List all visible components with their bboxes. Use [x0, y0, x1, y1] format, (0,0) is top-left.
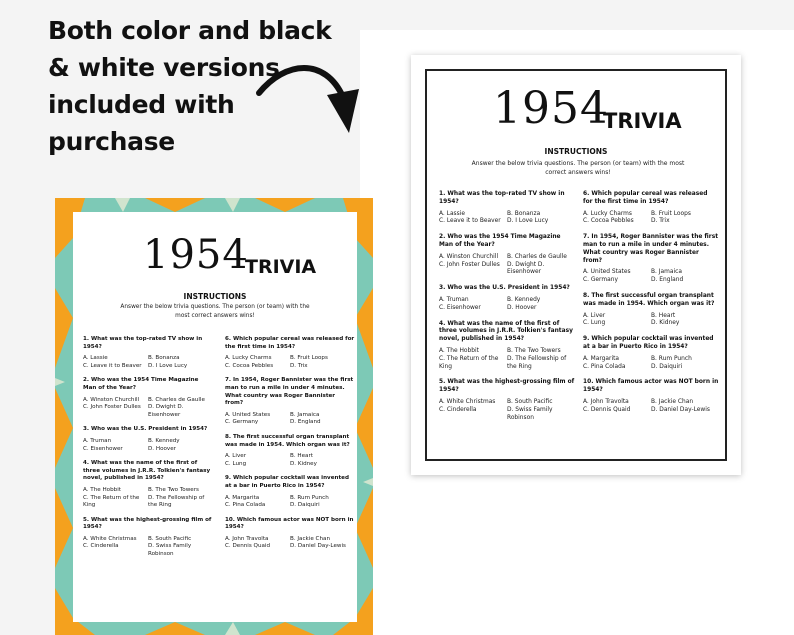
trivia-question	[225, 336, 355, 370]
answer-option: C. Cinderella	[83, 543, 119, 550]
question-text: 4. What was the name of the first of three volumes in J.R.R. Tolkien's fantasy novel, published in 1954?	[439, 320, 573, 343]
answer-options	[583, 356, 719, 372]
question-text: 8. The first successful organ transplant was made in 1954. Which organ was it?	[583, 292, 715, 307]
color-trivia-sheet	[55, 198, 373, 635]
answer-option: A. Truman	[83, 437, 112, 444]
answer-option: D. Swiss Family Robinson	[507, 406, 553, 421]
answer-option: D. Dwight D. Eisenhower	[148, 404, 184, 418]
answer-option: C. Cocoa Pebbles	[225, 362, 274, 369]
answer-option: C. John Foster Dulles	[83, 404, 141, 411]
answer-option: D. Hoover	[507, 304, 537, 311]
answer-option: C. Lung	[225, 460, 247, 467]
questions-column-left	[83, 336, 213, 566]
question-text: 3. Who was the U.S. President in 1954?	[83, 426, 208, 433]
answer-option: D. The Fellowship of the Ring	[148, 494, 205, 509]
trivia-question	[439, 234, 575, 277]
answer-option: B. Heart	[651, 312, 676, 319]
answer-option: A. Lassie	[439, 210, 465, 217]
answer-option: A. United States	[225, 411, 271, 418]
answer-options	[225, 355, 355, 370]
answer-option: C. Lung	[583, 320, 606, 327]
trivia-question	[83, 336, 213, 370]
question-text: 1. What was the top-rated TV show in 1954?	[83, 336, 203, 350]
question-text: 10. Which famous actor was NOT born in 1954?	[225, 516, 354, 531]
answer-options	[225, 495, 355, 510]
answer-option: B. Fruit Loops	[651, 210, 691, 217]
trivia-question	[583, 336, 719, 371]
color-sheet-page	[73, 212, 357, 622]
trivia-question	[83, 377, 213, 419]
trivia-question	[583, 234, 719, 285]
answer-option: A. Winston Churchill	[83, 396, 140, 403]
trivia-question	[583, 191, 719, 226]
question-text: 5. What was the highest-grossing film of 1954?	[439, 379, 575, 394]
curved-arrow-icon	[255, 55, 365, 155]
answer-option: B. The Two Towers	[507, 347, 561, 354]
question-text: 2. Who was the 1954 Time Magazine Man of the Year?	[439, 234, 561, 248]
answer-option: C. Leave it to Beaver	[439, 218, 501, 225]
answer-option: A. Margarita	[583, 355, 620, 362]
answer-option: D. Swiss Family Robinson	[148, 543, 192, 558]
answer-option: A. United States	[583, 269, 631, 276]
trivia-question	[83, 426, 213, 453]
answer-option: B. Kennedy	[507, 296, 541, 303]
answer-option: D. Daiquiri	[651, 363, 683, 370]
answer-option: A. The Hobbit	[439, 347, 479, 354]
trivia-question	[583, 293, 719, 328]
answer-option: C. Germany	[583, 277, 618, 284]
answer-options	[439, 348, 575, 371]
answer-option: D. Kidney	[290, 460, 317, 467]
answer-options	[83, 487, 213, 510]
headline-line: purchase	[48, 127, 175, 156]
trivia-question	[225, 434, 355, 468]
instructions-text: Answer the below trivia questions. The person (or team) with the most correct answers wins!	[120, 304, 310, 319]
answer-option: D. Dwight D. Eisenhower	[507, 261, 545, 276]
question-text: 6. Which popular cereal was released for the first time in 1954?	[583, 191, 708, 205]
answer-option: D. I Love Lucy	[507, 218, 549, 225]
answer-option: C. Cocoa Pebbles	[583, 218, 634, 225]
answer-option: B. Heart	[290, 453, 313, 460]
answer-option: A. The Hobbit	[83, 486, 121, 493]
question-text: 10. Which famous actor was NOT born in 1954?	[583, 379, 719, 394]
answer-options	[83, 355, 213, 370]
answer-options	[583, 269, 719, 285]
question-text: 7. In 1954, Roger Bannister was the first man to run a mile in under 4 minutes. What country was Roger Bannister from?	[583, 234, 719, 264]
answer-option: A. Winston Churchill	[439, 253, 499, 260]
sheet-year-title: 1954	[143, 232, 249, 278]
answer-options	[583, 313, 719, 329]
trivia-question	[83, 517, 213, 559]
answer-option: A. Lucky Charms	[225, 355, 272, 362]
answer-option: A. Truman	[439, 296, 469, 303]
answer-options	[83, 536, 213, 559]
answer-options	[583, 211, 719, 227]
sheet-year-title: 1954	[493, 83, 609, 134]
questions-column-left	[439, 191, 575, 430]
question-text: 6. Which popular cereal was released for the first time in 1954?	[225, 336, 355, 350]
question-text: 9. Which popular cocktail was invented at a bar in Puerto Rico in 1954?	[225, 475, 349, 489]
answer-option: C. The Return of the King	[83, 494, 140, 509]
answer-option: B. Bonanza	[507, 210, 541, 217]
answer-options	[83, 438, 213, 453]
answer-option: A. Lassie	[83, 355, 108, 362]
trivia-question	[225, 475, 355, 509]
answer-option: D. The Fellowship of the Ring	[507, 355, 567, 370]
answer-option: D. Daiquiri	[290, 502, 320, 509]
answer-option: D. England	[651, 277, 684, 284]
answer-option: B. Kennedy	[148, 437, 180, 444]
headline-line: Both color and black	[48, 16, 332, 45]
answer-option: D. I Love Lucy	[148, 362, 188, 369]
trivia-question	[439, 321, 575, 372]
answer-option: B. The Two Towers	[148, 486, 199, 493]
answer-option: C. John Foster Dulles	[439, 261, 500, 268]
answer-option: B. Rum Punch	[651, 355, 692, 362]
answer-option: C. Pina Colada	[225, 502, 266, 509]
bw-sheet-page	[425, 69, 727, 461]
answer-option: B. Charles de Gaulle	[148, 396, 205, 403]
trivia-question	[225, 517, 355, 551]
question-text: 3. Who was the U.S. President in 1954?	[439, 285, 570, 292]
trivia-question	[439, 379, 575, 422]
answer-option: C. Eisenhower	[83, 445, 123, 452]
answer-option: A. Lucky Charms	[583, 210, 632, 217]
instructions-text: Answer the below trivia questions. The person (or team) with the most correct answers wins!	[471, 160, 685, 176]
answer-option: B. South Pacific	[148, 535, 192, 542]
answer-option: C. Cinderella	[439, 406, 477, 413]
answer-option: D. Daniel Day-Lewis	[651, 406, 710, 413]
answer-option: A. John Travolta	[583, 398, 629, 405]
trivia-question	[225, 377, 355, 427]
trivia-question	[83, 460, 213, 510]
trivia-question	[439, 191, 575, 226]
answer-option: D. Hoover	[148, 445, 176, 452]
answer-option: D. England	[290, 419, 321, 426]
answer-options	[583, 399, 719, 415]
answer-option: D. Trix	[651, 218, 670, 225]
bw-trivia-sheet	[411, 55, 741, 475]
answer-option: A. Margarita	[225, 494, 260, 501]
answer-option: B. Rum Punch	[290, 494, 329, 501]
answer-option: B. South Pacific	[507, 398, 553, 405]
answer-option: D. Trix	[290, 362, 308, 369]
answer-option: A. Liver	[225, 453, 247, 460]
answer-options	[225, 453, 355, 468]
answer-option: B. Jamaica	[290, 411, 320, 418]
answer-option: B. Fruit Loops	[290, 355, 328, 362]
answer-option: A. John Travolta	[225, 535, 269, 542]
answer-option: B. Bonanza	[148, 355, 180, 362]
answer-option: B. Jackie Chan	[651, 398, 694, 405]
answer-option: D. Kidney	[651, 320, 680, 327]
question-text: 5. What was the highest-grossing film of 1954?	[83, 516, 212, 531]
instructions-heading: INSTRUCTIONS	[544, 147, 608, 156]
question-text: 2. Who was the 1954 Time Magazine Man of the Year?	[83, 377, 199, 391]
answer-option: B. Jackie Chan	[290, 535, 330, 542]
answer-options	[439, 297, 575, 313]
answer-option: C. Leave it to Beaver	[83, 362, 142, 369]
question-text: 9. Which popular cocktail was invented at a bar in Puerto Rico in 1954?	[583, 336, 714, 350]
answer-options	[439, 399, 575, 422]
answer-option: C. Germany	[225, 419, 259, 426]
trivia-question	[583, 379, 719, 414]
answer-option: C. The Return of the King	[439, 355, 499, 370]
sheet-trivia-title: TRIVIA	[603, 109, 682, 133]
answer-option: D. Daniel Day-Lewis	[290, 543, 346, 550]
answer-option: C. Dennis Quaid	[583, 406, 631, 413]
headline-line: & white versions	[48, 53, 280, 82]
answer-options	[439, 254, 575, 277]
answer-options	[225, 536, 355, 551]
answer-option: B. Jamaica	[651, 269, 682, 276]
question-text: 8. The first successful organ transplant was made in 1954. Which organ was it?	[225, 433, 350, 448]
trivia-question	[439, 285, 575, 312]
answer-options	[225, 412, 355, 427]
instructions-heading: INSTRUCTIONS	[183, 292, 247, 301]
answer-options	[439, 211, 575, 227]
answer-option: C. Dennis Quaid	[225, 543, 271, 550]
question-text: 7. In 1954, Roger Bannister was the first man to run a mile in under 4 minutes. What country was Roger Bannister from?	[225, 377, 354, 407]
headline-line: included with	[48, 90, 235, 119]
answer-options	[83, 397, 213, 420]
answer-option: A. White Christmas	[83, 535, 137, 542]
answer-option: A. Liver	[583, 312, 606, 319]
answer-option: C. Pina Colada	[583, 363, 626, 370]
questions-column-right	[225, 336, 355, 558]
question-text: 1. What was the top-rated TV show in 1954?	[439, 191, 565, 205]
answer-option: A. White Christmas	[439, 398, 496, 405]
sheet-trivia-title: TRIVIA	[245, 256, 317, 278]
questions-column-right	[583, 191, 719, 423]
answer-option: B. Charles de Gaulle	[507, 253, 567, 260]
question-text: 4. What was the name of the first of three volumes in J.R.R. Tolkien's fantasy novel, published in 1954?	[83, 460, 211, 482]
answer-option: C. Eisenhower	[439, 304, 481, 311]
